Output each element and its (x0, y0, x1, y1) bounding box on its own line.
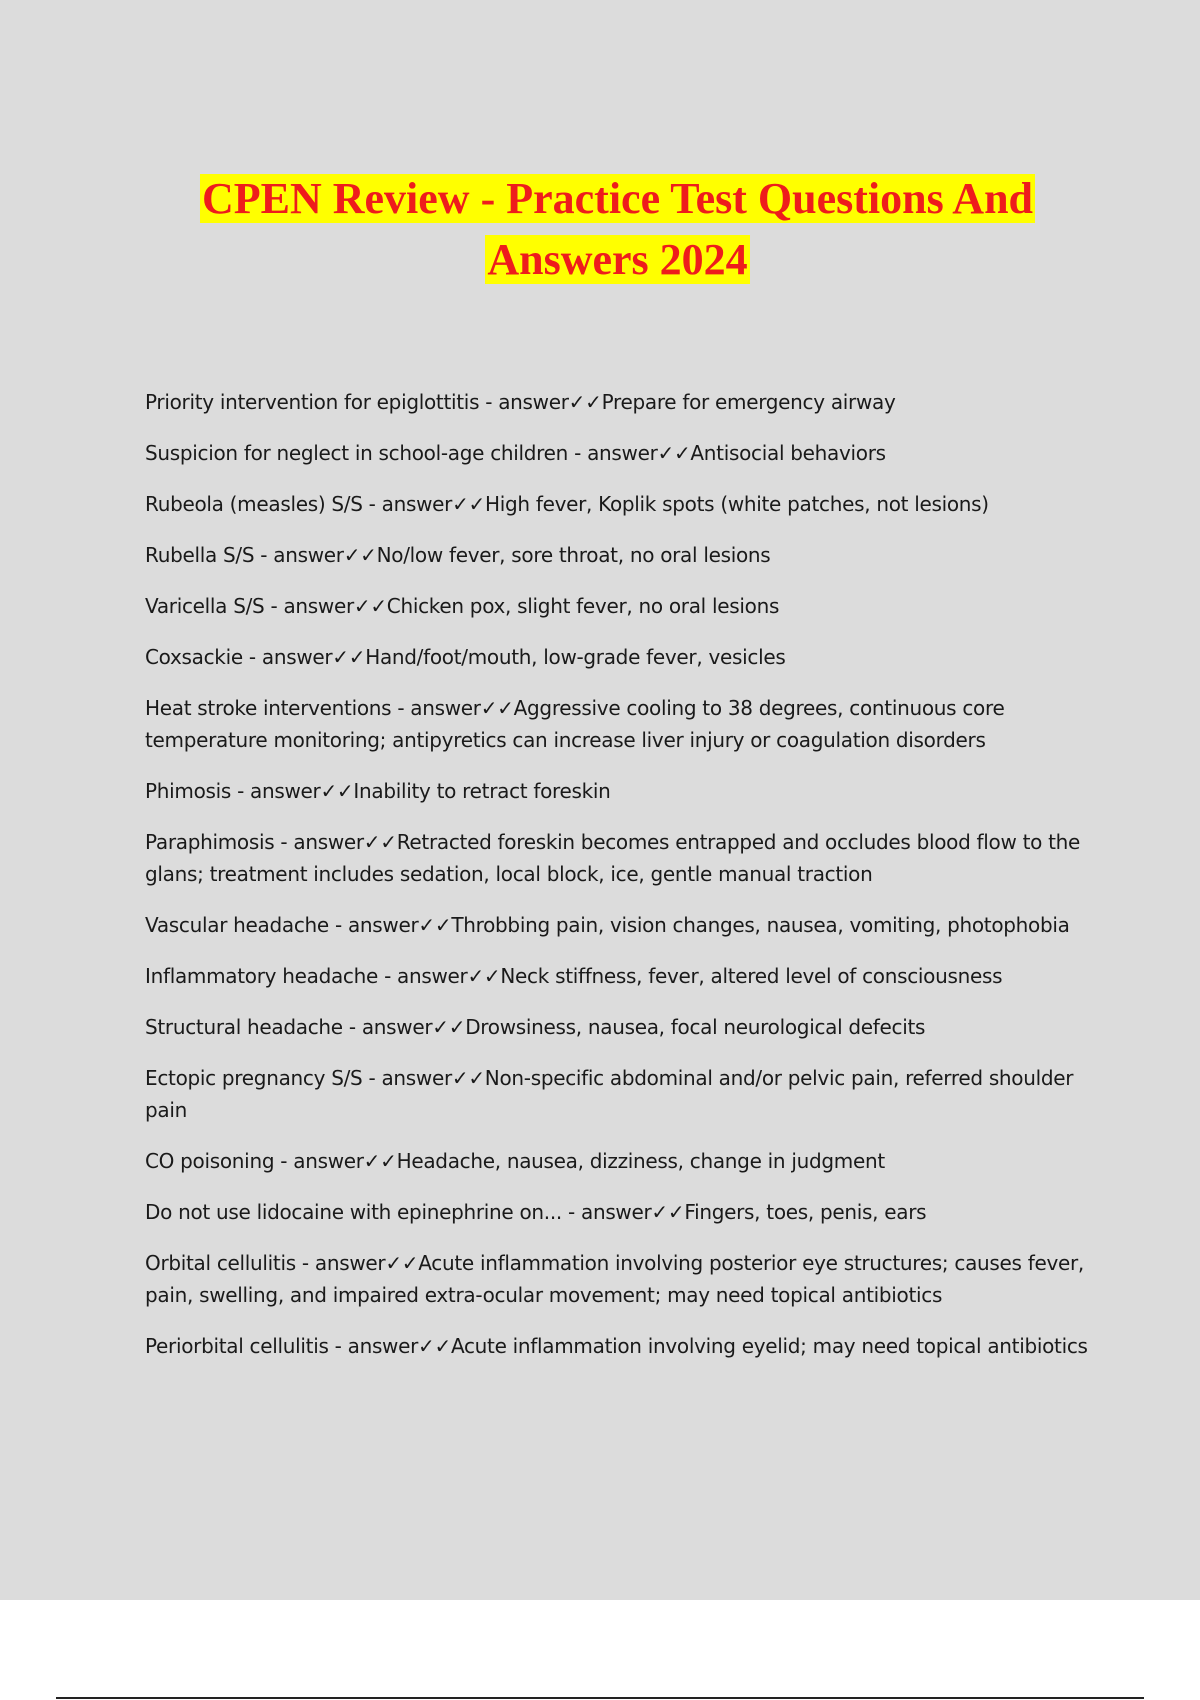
qa-item-inflammatory-headache: Inflammatory headache - answer✓✓Neck stiffness, fever, altered level of consciousness (145, 964, 1003, 988)
qa-item-paraphimosis: Paraphimosis - answer✓✓Retracted foreskin becomes entrapped and occludes blood flow to the glans; treatment includes sedation, local block, ice, gentle manual traction (145, 830, 1081, 886)
qa-item-rubella: Rubella S/S - answer✓✓No/low fever, sore throat, no oral lesions (145, 543, 771, 567)
title-line-1: CPEN Review - Practice Test Questions And (201, 174, 1034, 223)
qa-item-co-poisoning: CO poisoning - answer✓✓Headache, nausea, dizziness, change in judgment (145, 1149, 885, 1173)
qa-item-rubeola: Rubeola (measles) S/S - answer✓✓High fever, Koplik spots (white patches, not lesions) (145, 492, 989, 516)
qa-item-neglect: Suspicion for neglect in school-age children - answer✓✓Antisocial behaviors (145, 441, 886, 465)
qa-item-lidocaine: Do not use lidocaine with epinephrine on... - answer✓✓Fingers, toes, penis, ears (145, 1200, 927, 1224)
qa-item-epiglottitis: Priority intervention for epiglottitis - answer✓✓Prepare for emergency airway (145, 390, 896, 414)
qa-list (145, 386, 1095, 1381)
qa-item-phimosis: Phimosis - answer✓✓Inability to retract foreskin (145, 779, 611, 803)
qa-item-periorbital-cellulitis: Periorbital cellulitis - answer✓✓Acute inflammation involving eyelid; may need topical antibiotics (145, 1334, 1088, 1358)
qa-item-heat-stroke: Heat stroke interventions - answer✓✓Aggressive cooling to 38 degrees, continuous core temperature monitoring; antipyretics can increase liver injury or coagulation disorders (145, 696, 1005, 752)
footer-divider (56, 1697, 1144, 1699)
qa-item-varicella: Varicella S/S - answer✓✓Chicken pox, slight fever, no oral lesions (145, 594, 780, 618)
qa-item-coxsackie: Coxsackie - answer✓✓Hand/foot/mouth, low-grade fever, vesicles (145, 645, 786, 669)
qa-item-orbital-cellulitis: Orbital cellulitis - answer✓✓Acute inflammation involving posterior eye structures; causes fever, pain, swelling, and impaired extra-ocular movement; may need topical antibiotics (145, 1251, 1084, 1307)
title-line-2: Answers 2024 (487, 235, 748, 284)
qa-item-ectopic-pregnancy: Ectopic pregnancy S/S - answer✓✓Non-specific abdominal and/or pelvic pain, referred shoulder pain (145, 1066, 1074, 1122)
qa-item-structural-headache: Structural headache - answer✓✓Drowsiness, nausea, focal neurological defecits (145, 1015, 926, 1039)
page-title (90, 168, 1145, 290)
qa-item-vascular-headache: Vascular headache - answer✓✓Throbbing pain, vision changes, nausea, vomiting, photophobia (145, 913, 1070, 937)
